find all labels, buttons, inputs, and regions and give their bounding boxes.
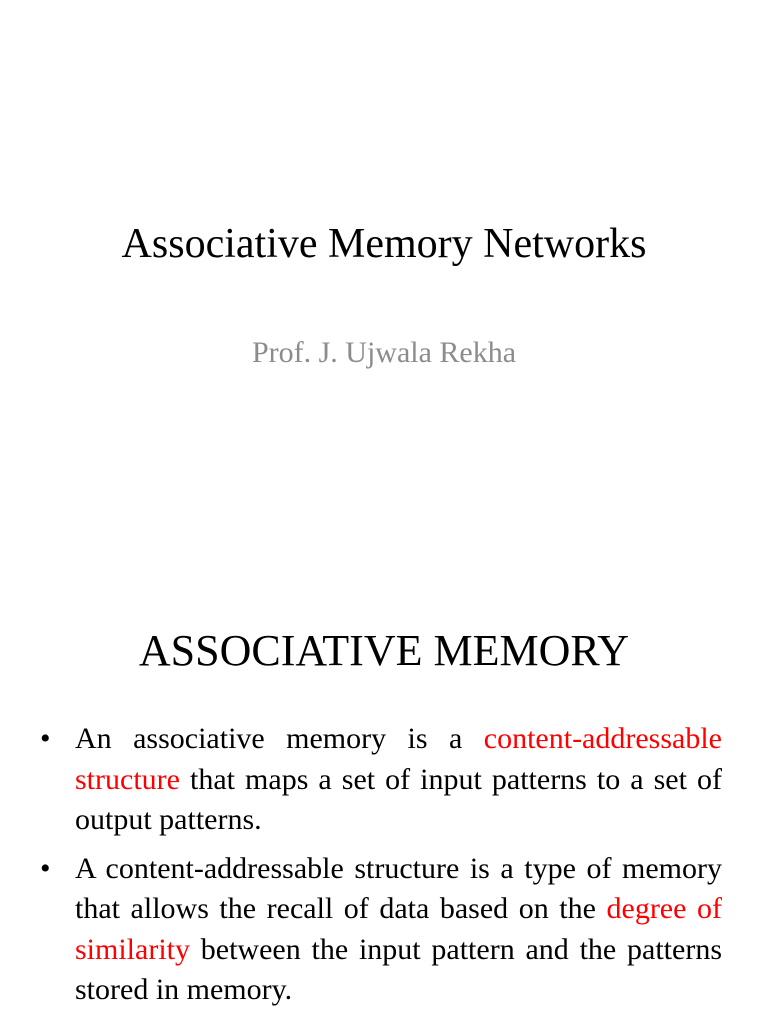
bullet-list [40, 719, 722, 1019]
bullet-2-text-end: between the input pattern and the patterns stored in memory. [75, 932, 722, 1006]
bullet-marker: • [40, 851, 51, 885]
bullet-2-text-start: A content-addressable structure is a type of memory that allows the recall of data based on the [75, 851, 722, 925]
bullet-1-text-start: An associative memory is a [75, 722, 484, 755]
slide-2-heading: ASSOCIATIVE MEMORY [138, 626, 630, 675]
bullet-1-highlight: content-addressable structure [75, 722, 722, 796]
bullet-2-highlight: degree of similarity [75, 892, 722, 966]
bullet-marker: • [40, 722, 51, 755]
slide-associative-memory [0, 576, 768, 1024]
bullet-1-text-end: that maps a set of input patterns to a set of output patterns. [75, 762, 722, 836]
bullet-item-1 [40, 719, 722, 841]
slide-subtitle-author: Prof. J. Ujwala Rekha [251, 336, 517, 369]
slide-title-heading: Associative Memory Networks [121, 221, 647, 267]
bullet-item-2 [40, 849, 722, 1011]
